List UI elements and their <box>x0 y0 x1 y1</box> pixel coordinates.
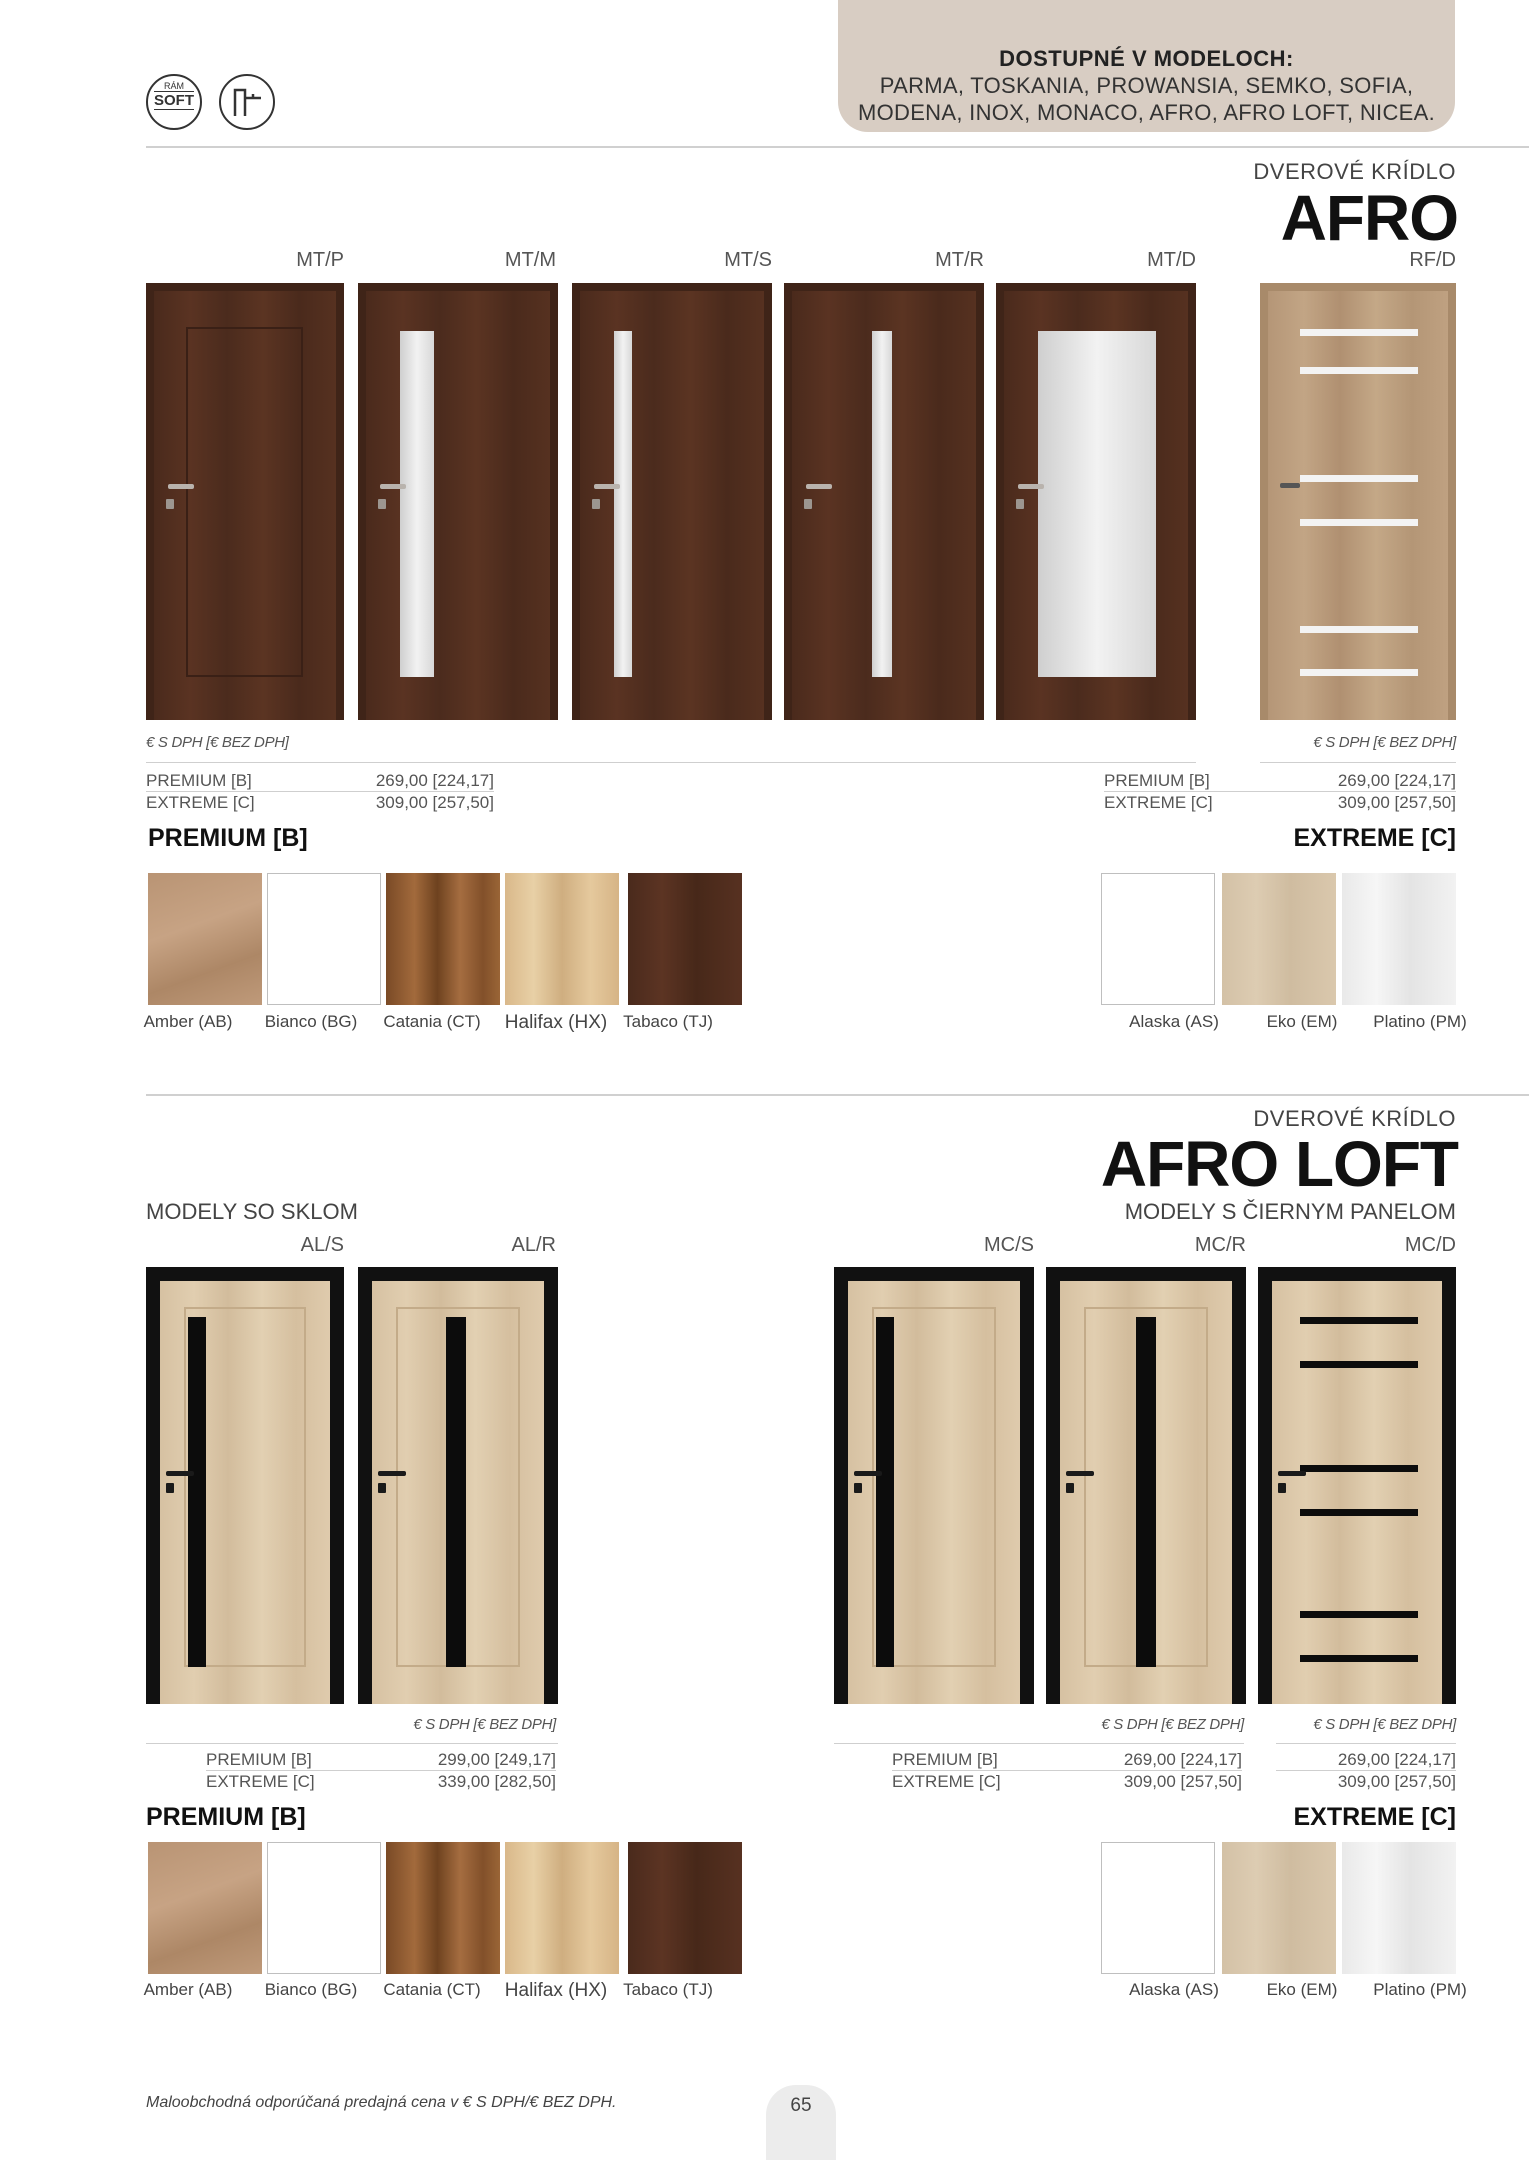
price-value: 309,00 [257,50] <box>375 793 494 812</box>
swatch-halifax <box>505 1842 619 1974</box>
door-afro-mt-s <box>572 283 772 720</box>
price-row-premium <box>1276 1749 1456 1771</box>
price-label: PREMIUM [B] <box>146 771 252 790</box>
door-loft-mc-s <box>834 1267 1034 1704</box>
price-value: 299,00 [249,17] <box>437 1750 556 1769</box>
price-row-extreme <box>146 792 494 813</box>
loft-extreme-label: EXTREME [C] <box>1293 1803 1456 1831</box>
price-value: 309,00 [257,50] <box>1337 793 1456 812</box>
swatch-alaska <box>1101 1842 1215 1974</box>
price-label: PREMIUM [B] <box>892 1750 998 1769</box>
swatch-label-alaska: Alaska (AS) <box>1129 1980 1219 1999</box>
price-row-extreme <box>206 1771 556 1792</box>
afro-price-table-left <box>146 770 494 813</box>
swatch-catania <box>386 873 500 1005</box>
swatch-label-alaska: Alaska (AS) <box>1129 1012 1219 1031</box>
door-lock-icon <box>166 499 174 509</box>
price-label: EXTREME [C] <box>892 1772 1001 1791</box>
door-afro-mt-p <box>146 283 344 720</box>
afro-code-mt-m: MT/M <box>504 249 556 271</box>
loft-code-mc-r: MC/R <box>1194 1234 1246 1256</box>
swatch-label-platino: Platino (PM) <box>1373 1012 1467 1031</box>
afro-code-mt-p: MT/P <box>296 249 344 271</box>
afro-price-divider-right <box>1260 762 1456 763</box>
available-models-title: DOSTUPNÉ V MODELOCH: <box>999 46 1294 71</box>
swatch-tabaco <box>628 873 742 1005</box>
available-models-line-2: MODENA, INOX, MONACO, AFRO, AFRO LOFT, NICEA. <box>857 100 1435 125</box>
afro-price-header-right: € S DPH [€ BEZ DPH] <box>1313 734 1456 751</box>
afro-kicker: DVEROVÉ KRÍDLO <box>1253 159 1456 184</box>
panel-models-heading: MODELY S ČIERNYM PANELOM <box>1124 1199 1456 1224</box>
swatch-label-eko: Eko (EM) <box>1266 1012 1338 1031</box>
price-value: 269,00 [224,17] <box>1123 1750 1242 1769</box>
loft-price-header-panel-d: € S DPH [€ BEZ DPH] <box>1313 1716 1456 1733</box>
price-label: EXTREME [C] <box>1104 793 1213 812</box>
price-value: 339,00 [282,50] <box>437 1772 556 1791</box>
price-row-extreme <box>892 1771 1242 1792</box>
loft-price-header-glass: € S DPH [€ BEZ DPH] <box>413 1716 556 1733</box>
swatch-label-eko: Eko (EM) <box>1266 1980 1338 1999</box>
available-models-banner <box>838 0 1455 132</box>
loft-price-divider-glass <box>146 1743 558 1744</box>
door-loft-al-r <box>358 1267 558 1704</box>
price-label: PREMIUM [B] <box>206 1750 312 1769</box>
loft-price-table-panel-d <box>1276 1749 1456 1792</box>
afro-code-rf-d: RF/D <box>1409 249 1456 271</box>
swatch-bianco <box>267 1842 381 1974</box>
price-value: 309,00 [257,50] <box>1337 1772 1456 1791</box>
price-row-premium <box>892 1749 1242 1771</box>
glass-models-heading: MODELY SO SKLOM <box>146 1199 358 1224</box>
price-value: 269,00 [224,17] <box>1337 1750 1456 1769</box>
loft-price-table-glass <box>206 1749 556 1792</box>
swatch-alaska <box>1101 873 1215 1005</box>
section-divider <box>146 1094 1529 1096</box>
afro-price-header-left: € S DPH [€ BEZ DPH] <box>146 734 289 751</box>
page-number: 65 <box>766 2085 836 2160</box>
price-label: PREMIUM [B] <box>1104 771 1210 790</box>
price-footnote: Maloobchodná odporúčaná predajná cena v € S DPH/€ BEZ DPH. <box>146 2094 617 2111</box>
swatch-catania <box>386 1842 500 1974</box>
swatch-label-catania: Catania (CT) <box>383 1980 481 1999</box>
door-afro-mt-d <box>996 283 1196 720</box>
afro-extreme-label: EXTREME [C] <box>1293 824 1456 852</box>
door-handle-icon <box>166 1471 194 1476</box>
loft-code-mc-s: MC/S <box>984 1234 1034 1256</box>
price-row-extreme <box>1104 792 1456 813</box>
afro-title: AFRO <box>1280 182 1458 254</box>
swatch-bianco <box>267 873 381 1005</box>
logo-soft-text: SOFT <box>154 92 194 109</box>
door-handle-icon <box>168 484 194 489</box>
afro-loft-title: AFRO LOFT <box>1100 1128 1458 1200</box>
swatch-label-catania: Catania (CT) <box>383 1012 481 1031</box>
afro-code-mt-s: MT/S <box>724 249 772 271</box>
available-models-line-1: PARMA, TOSKANIA, PROWANSIA, SEMKO, SOFIA, <box>879 73 1414 98</box>
swatch-label-halifax: Halifax (HX) <box>504 1980 608 2001</box>
door-loft-mc-d <box>1258 1267 1456 1704</box>
soft-frame-logo <box>146 74 202 130</box>
logo-ram-text: RÁM <box>164 81 184 91</box>
swatch-platino <box>1342 1842 1456 1974</box>
door-afro-mt-r <box>784 283 984 720</box>
loft-price-divider-panel-d <box>1276 1743 1456 1744</box>
loft-premium-label: PREMIUM [B] <box>146 1803 306 1831</box>
loft-price-header-panel: € S DPH [€ BEZ DPH] <box>1101 1716 1244 1733</box>
price-row-extreme <box>1276 1771 1456 1792</box>
door-loft-mc-r <box>1046 1267 1246 1704</box>
swatch-platino <box>1342 873 1456 1005</box>
loft-price-divider-panel <box>834 1743 1244 1744</box>
swatch-label-bianco: Bianco (BG) <box>264 1980 358 1999</box>
afro-code-mt-r: MT/R <box>935 249 984 271</box>
swatch-label-halifax: Halifax (HX) <box>504 1012 608 1033</box>
header-divider <box>146 146 1529 148</box>
door-afro-rf-d <box>1260 283 1456 720</box>
afro-loft-kicker: DVEROVÉ KRÍDLO <box>1253 1106 1456 1131</box>
door-afro-mt-m <box>358 283 558 720</box>
swatch-eko <box>1222 1842 1336 1974</box>
afro-premium-label: PREMIUM [B] <box>148 824 308 852</box>
afro-price-divider <box>146 762 1196 763</box>
loft-price-table-panel <box>892 1749 1242 1792</box>
swatch-label-bianco: Bianco (BG) <box>264 1012 358 1031</box>
loft-code-mc-d: MC/D <box>1404 1234 1456 1256</box>
door-lock-icon <box>166 1483 174 1493</box>
frame-profile-icon <box>219 74 275 130</box>
door-loft-al-s <box>146 1267 344 1704</box>
afro-code-mt-d: MT/D <box>1147 249 1196 271</box>
afro-price-table-right <box>1104 770 1456 813</box>
swatch-label-amber: Amber (AB) <box>143 1980 233 1999</box>
swatch-label-amber: Amber (AB) <box>143 1012 233 1031</box>
swatch-label-tabaco: Tabaco (TJ) <box>623 1980 713 1999</box>
price-value: 269,00 [224,17] <box>1337 771 1456 790</box>
swatch-tabaco <box>628 1842 742 1974</box>
swatch-label-tabaco: Tabaco (TJ) <box>623 1012 713 1031</box>
swatch-amber <box>148 1842 262 1974</box>
price-row-premium <box>206 1749 556 1771</box>
swatch-halifax <box>505 873 619 1005</box>
price-label: EXTREME [C] <box>206 1772 315 1791</box>
price-value: 269,00 [224,17] <box>375 771 494 790</box>
swatch-label-platino: Platino (PM) <box>1373 1980 1467 1999</box>
price-value: 309,00 [257,50] <box>1123 1772 1242 1791</box>
price-row-premium <box>146 770 494 792</box>
price-row-premium <box>1104 770 1456 792</box>
loft-code-al-s: AL/S <box>300 1234 344 1256</box>
price-label: EXTREME [C] <box>146 793 255 812</box>
swatch-amber <box>148 873 262 1005</box>
loft-code-al-r: AL/R <box>511 1234 556 1256</box>
swatch-eko <box>1222 873 1336 1005</box>
